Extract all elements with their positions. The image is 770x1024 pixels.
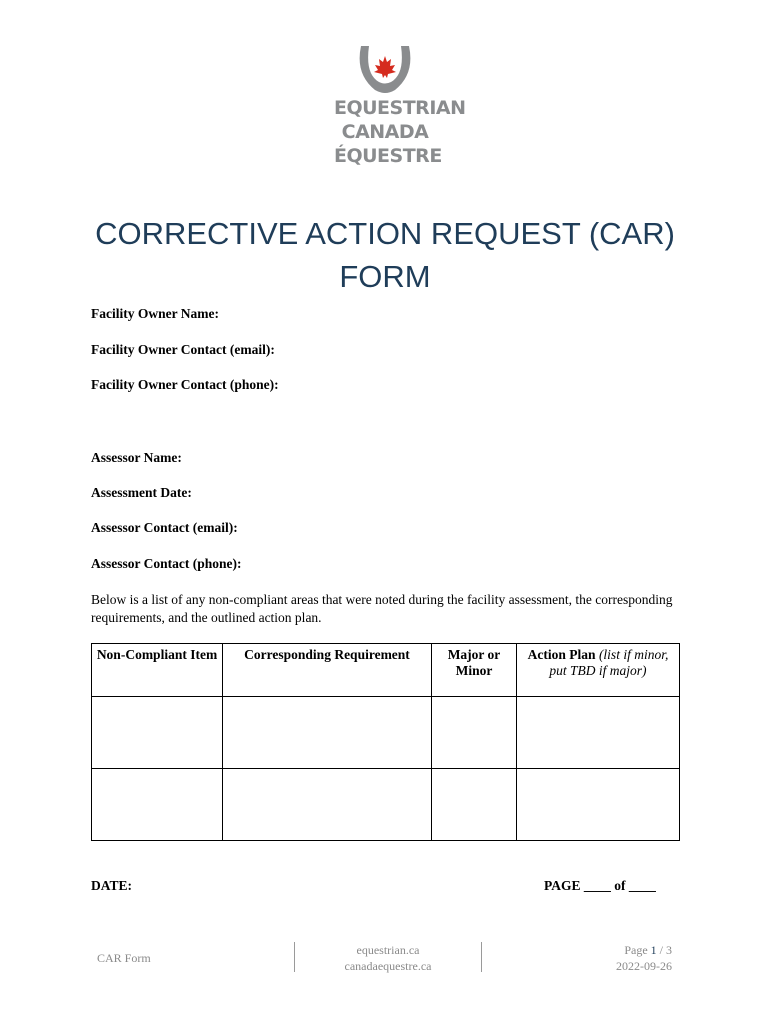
- table-cell[interactable]: [223, 769, 432, 841]
- table-cell[interactable]: [432, 769, 517, 841]
- page-of-label: PAGE ____ of ____: [544, 878, 656, 893]
- footer-page-info: [560, 942, 672, 974]
- header-major-or-minor: Major or Minor: [432, 644, 517, 697]
- page-num: 1: [650, 943, 657, 957]
- footer-form-name: CAR Form: [97, 951, 151, 965]
- footer-divider: [294, 942, 295, 972]
- horseshoe-maple-leaf-icon: [357, 44, 413, 96]
- table-cell[interactable]: [92, 697, 223, 769]
- title-line-2: FORM: [339, 259, 431, 294]
- footer-website-1: equestrian.ca: [356, 943, 420, 957]
- page-prefix: Page: [624, 943, 651, 957]
- table-header-row: [92, 644, 680, 697]
- table-cell[interactable]: [517, 769, 680, 841]
- table-row: [92, 697, 680, 769]
- header-corresponding-requirement: Corresponding Requirement: [223, 644, 432, 697]
- action-plan-note: (list if minor, put TBD if major): [549, 647, 669, 678]
- table-cell[interactable]: [432, 697, 517, 769]
- table-row: [92, 769, 680, 841]
- header-action-plan: [517, 644, 680, 697]
- table-cell[interactable]: [92, 769, 223, 841]
- assessor-email-label: Assessor Contact (email):: [91, 520, 238, 535]
- footer-websites: [300, 942, 476, 974]
- logo-line-1: EQUESTRIAN: [334, 97, 466, 119]
- footer-divider: [481, 942, 482, 972]
- title-line-1: CORRECTIVE ACTION REQUEST (CAR): [95, 216, 675, 251]
- footer-website-2: canadaequestre.ca: [344, 959, 432, 973]
- footer-page-number: [560, 942, 672, 958]
- form-title: [0, 212, 770, 298]
- footer-date: 2022-09-26: [616, 959, 672, 973]
- logo-line-2: CANADA: [341, 121, 429, 143]
- logo: [334, 44, 466, 168]
- header-non-compliant-item: Non-Compliant Item: [92, 644, 223, 697]
- table-cell[interactable]: [223, 697, 432, 769]
- owner-name-label: Facility Owner Name:: [91, 306, 219, 321]
- logo-line-3: ÉQUESTRE: [334, 145, 442, 167]
- table-cell[interactable]: [517, 697, 680, 769]
- car-table: [91, 643, 680, 841]
- owner-email-label: Facility Owner Contact (email):: [91, 342, 275, 357]
- assessor-phone-label: Assessor Contact (phone):: [91, 556, 242, 571]
- intro-paragraph: Below is a list of any non-compliant areas that were noted during the facility assessment, the corresponding requirements, and the outlined action plan.: [91, 592, 673, 625]
- action-plan-label: Action Plan: [527, 647, 596, 662]
- date-label: DATE:: [91, 878, 133, 893]
- page-suffix: / 3: [656, 943, 672, 957]
- owner-phone-label: Facility Owner Contact (phone):: [91, 377, 279, 392]
- assessment-date-label: Assessment Date:: [91, 485, 192, 500]
- assessor-name-label: Assessor Name:: [91, 450, 182, 465]
